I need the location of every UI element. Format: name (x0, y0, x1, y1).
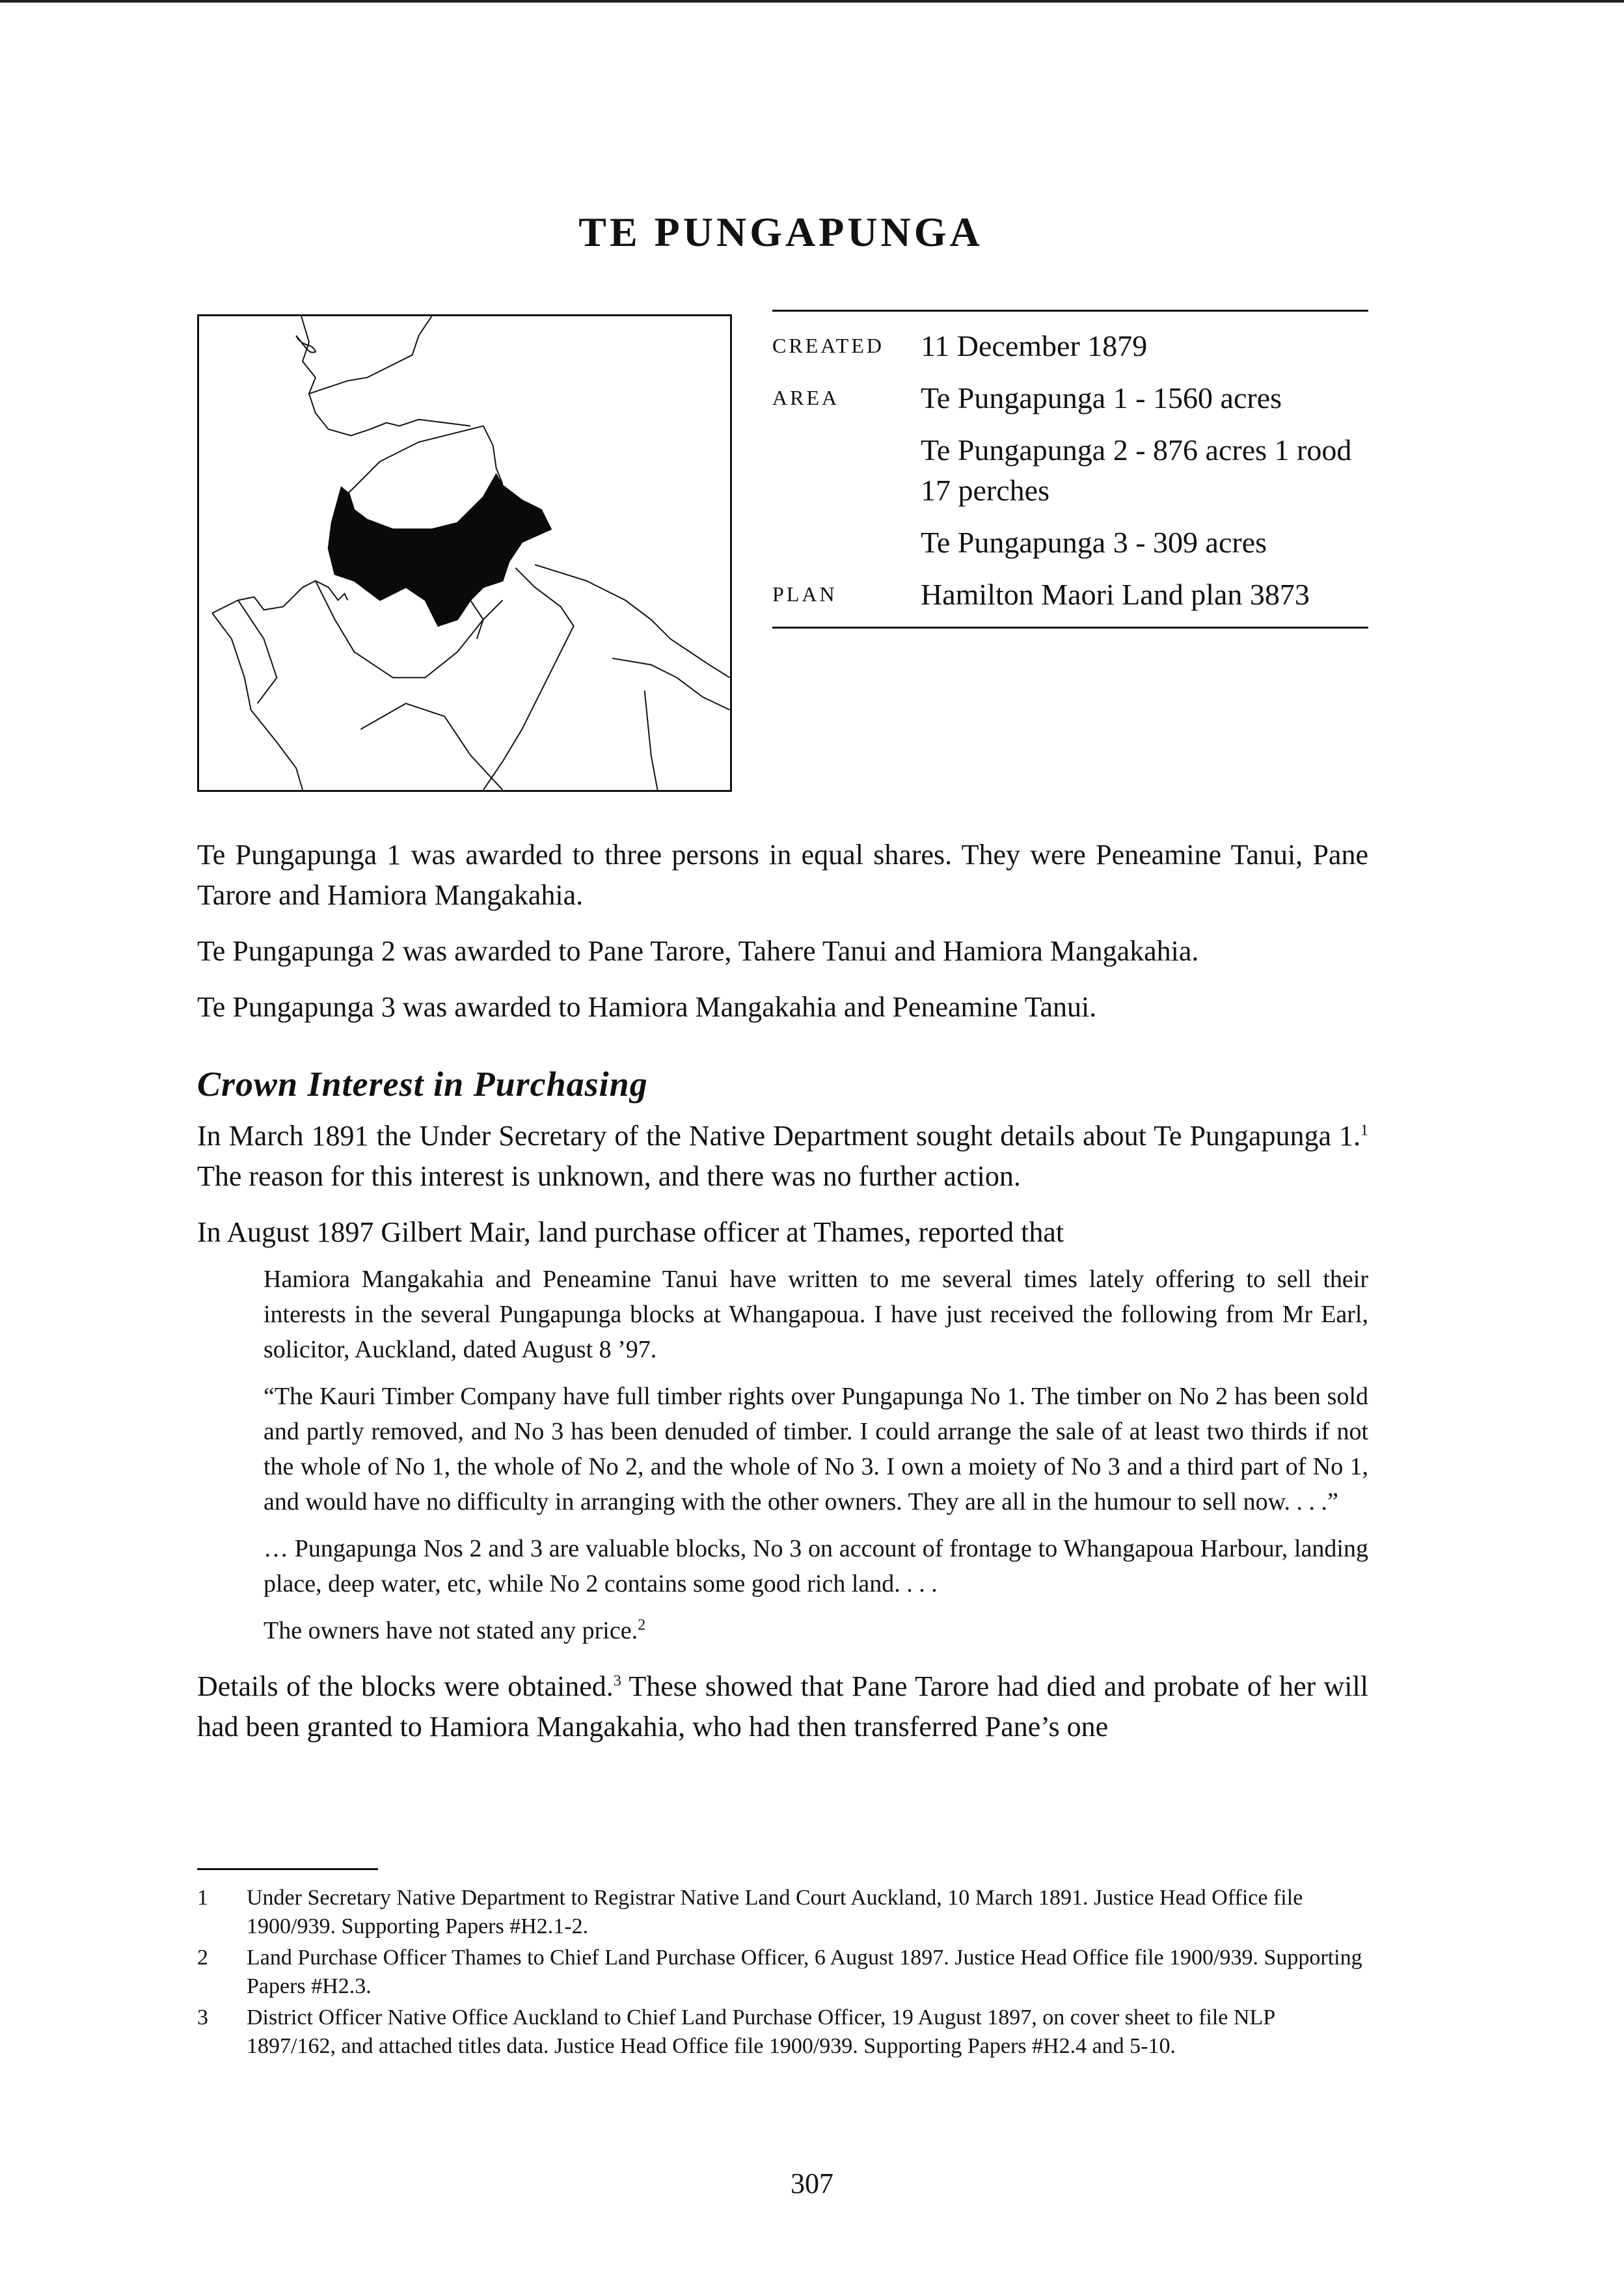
block-quote-2: “The Kauri Timber Company have full timber rights over Pungapunga No 1. The timber on No 2 has been sold and partly removed, and No 3 has been denuded of timber. I could arrange the sale of at least two thirds if not the whole of No 1, the whole of No 2, and the whole of No 3. I own a moiety of No 3 and a third part of No 1, and would have no difficulty in arranging with the other owners. They are all in the humour to sell now. . . .” (264, 1383, 1368, 1515)
paragraph-details-rest: These showed that Pane Tarore had died and probate of her will had been granted to Hamiora Mangakahia, who had then transferred Pane’s one (197, 1670, 1368, 1743)
area-label: AREA (772, 386, 840, 409)
footnote-ref-2[interactable]: 2 (638, 1616, 646, 1634)
page-number: 307 (791, 2167, 833, 2199)
inner-boundary-4 (483, 568, 574, 790)
west-boundary (212, 581, 347, 614)
table-top-rule (772, 310, 1368, 312)
intro-paragraph-1: Te Pungapunga 1 was awarded to three persons in equal shares. They were Peneamine Tanui, Pane Tarore and Hamiora Mangakahia. (197, 839, 1368, 911)
paragraph-march-rest: The reason for this interest is unknown, and there was no further action. (197, 1160, 1021, 1192)
east-boundary (645, 690, 658, 790)
location-map-drawing (199, 316, 730, 790)
footnote-2 (197, 1944, 1368, 2001)
block-quote-1: Hamiora Mangakahia and Peneamine Tanui have written to me several times lately offering to sell their interests in the several Pungapunga blocks at Whangapoua. I have just received the following from Mr Earl, solicitor, Auckland, dated August 8 ’97. (264, 1266, 1368, 1363)
footnote-3 (197, 2004, 1368, 2061)
block-details-table (772, 310, 1368, 629)
section-heading: Crown Interest in Purchasing (197, 1065, 648, 1104)
block-quote-3: … Pungapunga Nos 2 and 3 are valuable blocks, No 3 on account of frontage to Whangapoua Harbour, landing place, deep water, etc, while No 2 contains some good rich land. . . . (264, 1535, 1368, 1597)
paragraph-august-1897: In August 1897 Gilbert Mair, land purchase officer at Thames, reported that (197, 1216, 1064, 1248)
created-row (772, 326, 1368, 366)
block-quote-4-text: The owners have not stated any price. (264, 1617, 638, 1644)
north-coast-line (301, 316, 431, 394)
plan-value: Hamilton Maori Land plan 3873 (921, 578, 1310, 611)
footnote-text: Land Purchase Officer Thames to Chief Land Purchase Officer, 6 August 1897. Justice Head Office file 1900/939. Supporting Papers #H2.3. (247, 1946, 1362, 1998)
paragraph-details-text: Details of the blocks were obtained. (197, 1670, 614, 1702)
coast-line-2 (309, 394, 470, 435)
footnote-number: 2 (197, 1946, 208, 1970)
plan-row (772, 575, 1368, 615)
south-coast-line (535, 565, 730, 678)
area-value-3: Te Pungapunga 3 - 309 acres (921, 526, 1267, 559)
footnote-ref-3[interactable]: 3 (613, 1672, 621, 1690)
block-quote-4 (264, 1613, 1368, 1648)
footnote-number: 3 (197, 2005, 208, 2030)
intro-paragraph-2: Te Pungapunga 2 was awarded to Pane Tarore, Tahere Tanui and Hamiora Mangakahia. (197, 935, 1199, 967)
plan-label: PLAN (772, 582, 837, 606)
footnote-rule (197, 1868, 378, 1870)
footnotes (197, 1884, 1368, 2063)
footnote-text: District Officer Native Office Auckland to Chief Land Purchase Officer, 19 August 1897, on cover sheet to file NLP 1897/162, and attached titles data. Justice Head Office file 1900/939. Supporting Papers #H2.4 and 5-10. (247, 2005, 1275, 2058)
area-row (772, 378, 1368, 563)
south-boundary (360, 703, 502, 790)
block-boundary-upper (347, 426, 502, 494)
footnote-1 (197, 1884, 1368, 1941)
paragraph-march-text: In March 1891 the Under Secretary of the Native Department sought details about Te Pungapunga 1. (197, 1120, 1360, 1152)
main-text (197, 835, 1368, 1763)
intro-paragraph-3: Te Pungapunga 3 was awarded to Hamiora Mangakahia and Peneamine Tanui. (197, 991, 1097, 1023)
top-border-rule (0, 0, 1624, 3)
paragraph-march-1891 (197, 1116, 1368, 1197)
te-pungapunga-block-shading (329, 474, 551, 626)
area-value-1: Te Pungapunga 1 - 1560 acres (921, 381, 1282, 414)
paragraph-details (197, 1666, 1368, 1747)
area-value-2: Te Pungapunga 2 - 876 acres 1 rood 17 perches (921, 433, 1352, 507)
footnote-ref-1[interactable]: 1 (1360, 1122, 1368, 1139)
created-value: 11 December 1879 (921, 329, 1148, 362)
west-coast-line (212, 613, 303, 790)
location-map (197, 314, 732, 792)
footnote-number: 1 (197, 1886, 208, 1910)
created-label: CREATED (772, 334, 884, 357)
area-values (921, 378, 1368, 563)
inner-boundary-1 (238, 600, 277, 703)
page-title: TE PUNGAPUNGA (578, 209, 983, 255)
footnote-text: Under Secretary Native Department to Registrar Native Land Court Auckland, 10 March 1891. Justice Head Office file 1900/939. Supporting Papers #H2.1-2. (247, 1886, 1303, 1938)
table-bottom-rule (772, 627, 1368, 629)
